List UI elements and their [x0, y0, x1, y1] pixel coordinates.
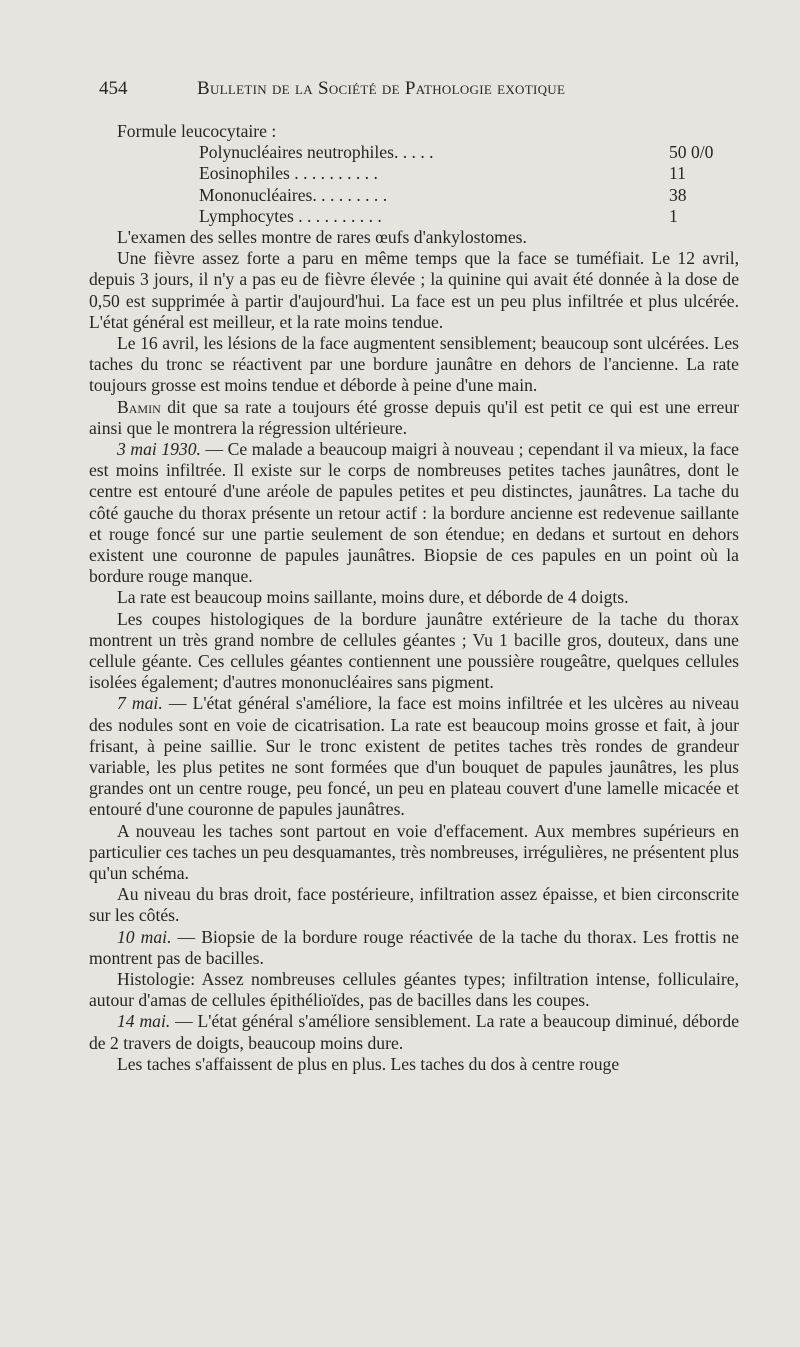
paragraph-text: dit que sa rate a toujours été grosse depuis qu'il est petit ce qui est une erreur ainsi que le montrera la régression ultérieure. — [89, 396, 739, 438]
formula-row — [199, 206, 739, 227]
paragraph — [89, 439, 739, 587]
date-heading: 14 mai. — [117, 1011, 171, 1032]
paragraph-text: Les taches s'affaissent de plus en plus. Les taches du dos à centre rouge — [117, 1053, 620, 1074]
author-name: Bamin — [117, 396, 161, 417]
formula-row — [199, 163, 739, 184]
paragraph — [89, 1054, 739, 1075]
page-number: 454 — [99, 78, 128, 99]
paragraph-text: A nouveau les taches sont partout en voie d'effacement. Aux membres supérieurs en particulier ces taches un peu desquamantes, très nombreuses, irrégulières, ne présentent plus qu'un schéma. — [89, 820, 739, 884]
date-heading: 10 mai. — [117, 926, 172, 947]
paragraph-text: — L'état général s'améliore, la face est moins infiltrée et les ulcères au niveau des nodules sont en voie de cicatrisation. La rate est beaucoup moins grosse et fait, à jour frisant, à peine saillie. Sur le tronc existent de petites taches très rondes de grandeur variable, les plus petites ne sont formées que d'un bouquet de papules jaunâtres, les plus grandes ont un centre rouge, peu foncé, un peu en plateau couvert d'une lamelle micacée et entouré d'une couronne de papules jaunâtres. — [89, 693, 739, 820]
paragraph-text: — Ce malade a beaucoup maigri à nouveau ; cependant il va mieux, la face est moins infiltrée. Il existe sur le corps de nombreuses petites taches jaunâtres, dont le centre est entouré d'une aréole de papules petites et peu distinctes, jaunâtres. La tache du côté gauche du thorax présente un retour actif : la bordure ancienne est redevenue saillante et rouge foncé sur une partie seulement de son étendue; en dedans et surtout en dehors existent une couronne de papules jaunâtres. Biopsie de ces papules en un point où la bordure rouge manque. — [89, 438, 739, 587]
date-heading: 7 mai. — [117, 693, 163, 714]
paragraph-text: La rate est beaucoup moins saillante, moins dure, et déborde de 4 doigts. — [117, 587, 629, 608]
paragraph — [89, 1011, 739, 1053]
paragraph — [89, 969, 739, 1011]
paragraph-text: Une fièvre assez forte a paru en même temps que la face se tuméfiait. Le 12 avril, depuis 3 jours, il n'y a pas eu de fièvre élevée ; la quinine qui avait été donnée à la dose de 0,50 est supprimée à partir d'aujourd'hui. La face est un peu plus infiltrée et plus ulcérée. L'état général est meilleur, et la rate moins tendue. — [89, 248, 739, 332]
paragraph — [89, 587, 739, 608]
formula-value: 50 0/0 — [669, 142, 714, 163]
paragraph — [89, 248, 739, 333]
date-heading: 3 mai 1930. — [117, 438, 201, 459]
formula-label: Mononucléaires. . . . . . . . . — [199, 184, 388, 205]
formula-row — [199, 185, 739, 206]
formula-label: Lymphocytes . . . . . . . . . . — [199, 205, 382, 226]
article-body — [89, 121, 739, 1075]
formula-value: 11 — [669, 163, 686, 184]
formula-value: 38 — [669, 184, 687, 205]
paragraph-text: — L'état général s'améliore sensiblement. La rate a beaucoup diminué, déborde de 2 travers de doigts, beaucoup moins dure. — [89, 1011, 740, 1053]
paragraph-text: Le 16 avril, les lésions de la face augmentent sensiblement; beaucoup sont ulcérées. Les taches du tronc se réactivent par une bordure jaunâtre en dehors de l'ancienne. La rate toujours grosse est moins tendue et déborde à peine d'une main. — [89, 332, 739, 396]
paragraph — [89, 693, 739, 820]
formula-label: Eosinophiles . . . . . . . . . . — [199, 163, 378, 184]
paragraph — [89, 397, 739, 439]
paragraph — [89, 927, 739, 969]
paragraph — [89, 821, 739, 885]
leukocyte-formula-table — [89, 142, 739, 227]
paragraph-text: L'examen des selles montre de rares œufs d'ankylostomes. — [117, 226, 527, 247]
paragraph-text: Les coupes histologiques de la bordure jaunâtre extérieure de la tache du thorax montrent un très grand nombre de cellules géantes ; Vu 1 bacille gros, douteux, dans une cellule géante. Ces cellules géantes contiennent une poussière rougeâtre, quelques cellules isolées également; d'autres mononucléaires sans pigment. — [89, 608, 739, 693]
paragraph-text: Au niveau du bras droit, face postérieure, infiltration assez épaisse, et bien circonscrite sur les côtés. — [89, 884, 739, 926]
running-title: Bulletin de la Société de Pathologie exotique — [197, 78, 566, 99]
formula-title: Formule leucocytaire : — [117, 121, 277, 141]
paragraph — [89, 884, 739, 926]
page-header — [99, 78, 639, 106]
paragraph — [89, 227, 739, 248]
paragraph-text: — Biopsie de la bordure rouge réactivée de la tache du thorax. Les frottis ne montrent pas de bacilles. — [89, 926, 739, 968]
paragraph — [89, 609, 739, 694]
formula-value: 1 — [669, 205, 678, 226]
paragraph — [89, 333, 739, 397]
formula-row — [199, 142, 739, 163]
formula-label: Polynucléaires neutrophiles. . . . . — [199, 142, 434, 163]
paragraph-text: Histologie: Assez nombreuses cellules géantes types; infiltration intense, folliculaire, autour d'amas de cellules épithélioïdes, pas de bacilles dans les coupes. — [89, 969, 739, 1011]
